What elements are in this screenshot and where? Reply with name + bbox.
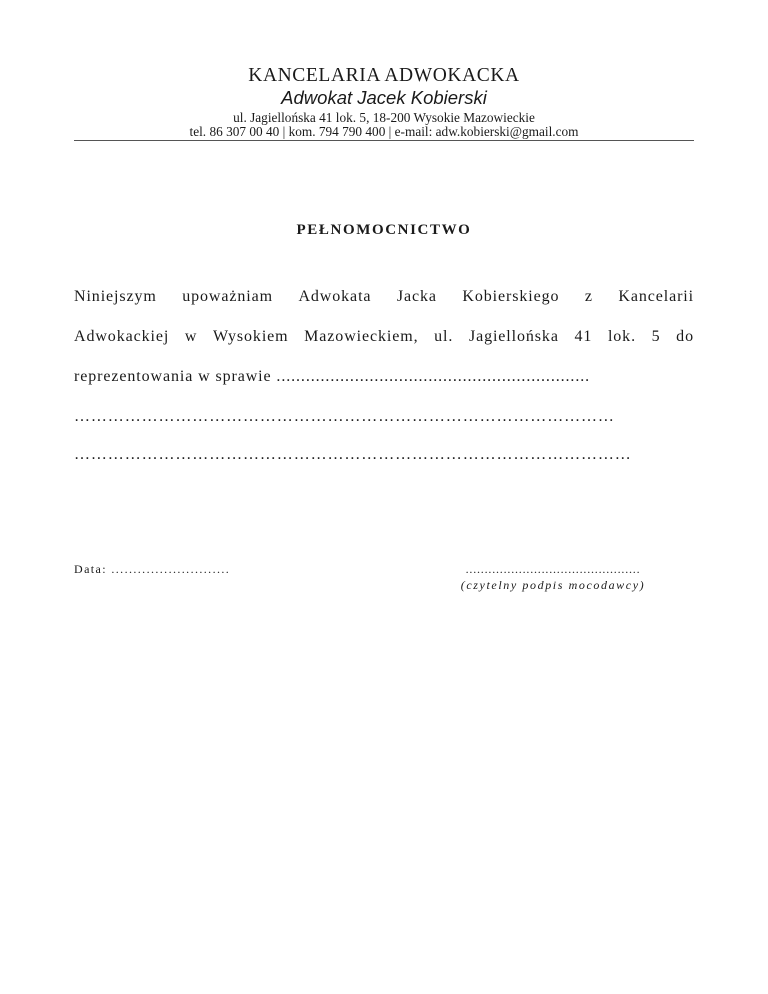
body-word: Niniejszym	[74, 288, 157, 305]
body-word: do	[676, 328, 694, 345]
body-word: z	[584, 288, 593, 305]
body-word: Adwokackiej	[74, 328, 170, 345]
body-word: 41	[574, 328, 593, 345]
body-word: Wysokiem	[212, 328, 289, 345]
body-word: w	[184, 328, 198, 345]
body-word: upoważniam	[182, 288, 273, 305]
body-word: Mazowieckiem,	[304, 328, 419, 345]
firm-contact: tel. 86 307 00 40 | kom. 794 790 400 | e-mail: adw.kobierski@gmail.com	[189, 124, 579, 139]
body-word: Jagiellońska	[468, 328, 559, 345]
signature-line: ..............................................	[465, 562, 641, 576]
body-word: Kancelarii	[618, 288, 694, 305]
body-line-5-blank-field: ………………………………………………………………………………………	[74, 446, 632, 463]
signature-caption: (czytelny podpis mocodawcy)	[460, 578, 646, 592]
body-line-4-blank-field: ……………………………………………………………………………………	[74, 408, 615, 425]
firm-name: KANCELARIA ADWOKACKA	[248, 65, 520, 86]
body-line-3-matter-field: reprezentowania w sprawie ................................................................	[74, 368, 591, 385]
document-title: PEŁNOMOCNICTWO	[296, 222, 472, 238]
body-word: Kobierskiego	[462, 288, 560, 305]
firm-address: ul. Jagiellońska 41 lok. 5, 18-200 Wysokie Mazowieckie	[233, 110, 535, 125]
body-word: ul.	[434, 328, 454, 345]
letterhead	[74, 64, 694, 139]
body-line-1	[74, 288, 694, 306]
body-line-2	[74, 328, 694, 346]
date-field: Data: ...........................	[74, 562, 231, 576]
header-divider	[74, 140, 694, 141]
body-word: Jacka	[396, 288, 437, 305]
lawyer-name: Adwokat Jacek Kobierski	[281, 87, 487, 108]
body-word: 5	[651, 328, 661, 345]
body-word: Adwokata	[298, 288, 372, 305]
body-word: lok.	[607, 328, 636, 345]
